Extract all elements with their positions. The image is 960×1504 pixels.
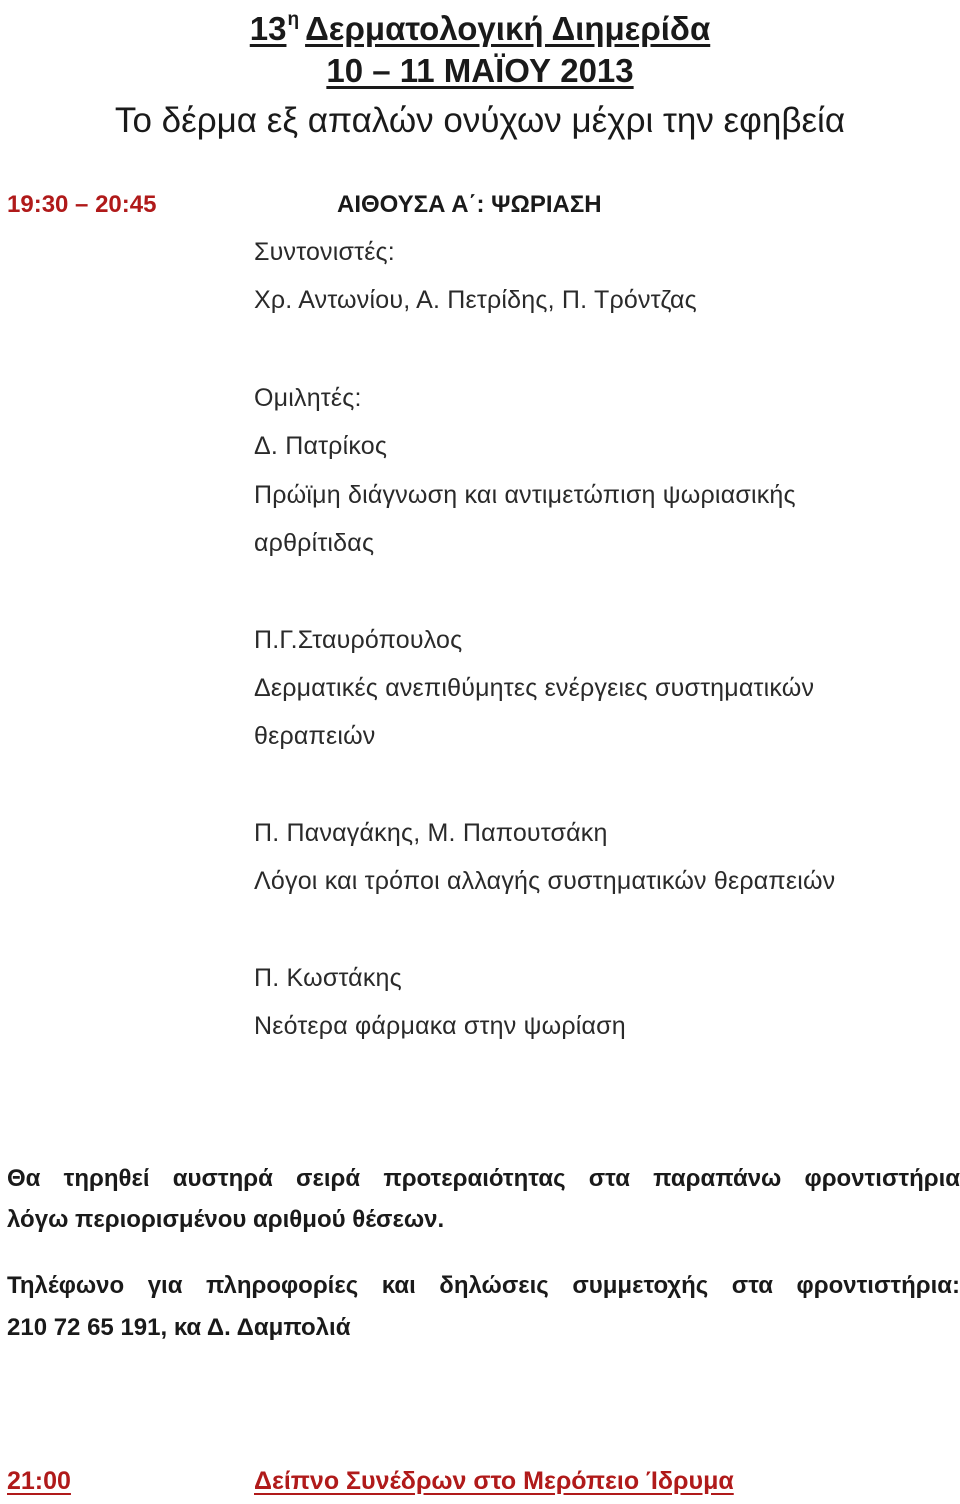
talk-3-title-line-1: Λόγοι και τρόποι αλλαγής συστηματικών θεραπειών	[254, 867, 836, 895]
title-text: Δερματολογική Διημερίδα	[305, 10, 711, 47]
conference-title	[0, 0, 960, 49]
talk-1-title-line-1: Πρώϊμη διάγνωση και αντιμετώπιση ψωριασικής	[254, 481, 796, 509]
session-time: 19:30 – 20:45	[7, 191, 157, 218]
talk-1-title-line-2: αρθρίτιδας	[254, 529, 375, 557]
conference-subtitle: Το δέρμα εξ απαλών ονύχων μέχρι την εφηβεία	[114, 101, 846, 140]
title-superscript: η	[287, 9, 300, 30]
dates-text: 10 – 11 ΜΑΪΟΥ 2013	[326, 52, 634, 89]
speakers-label: Ομιλητές:	[254, 384, 362, 412]
talk-1-speaker: Δ. Πατρίκος	[254, 432, 388, 460]
talk-2-title-line-2: θεραπειών	[254, 722, 376, 750]
talk-2-speaker: Π.Γ.Σταυρόπουλος	[254, 626, 463, 654]
dinner-time: 21:00	[7, 1467, 71, 1495]
talk-3-speaker: Π. Παναγάκης, Μ. Παπουτσάκη	[254, 819, 608, 847]
phone-note-line-1: Τηλέφωνο για πληροφορίες και δηλώσεις συμμετοχής στα φροντιστήρια:	[7, 1272, 960, 1299]
dinner-event: Δείπνο Συνέδρων στο Μερόπειο Ίδρυμα	[254, 1467, 734, 1495]
phone-note-line-2: 210 72 65 191, κα Δ. Δαμπολιά	[7, 1314, 351, 1341]
talk-4-title-line-1: Νεότερα φάρμακα στην ψωρίαση	[254, 1012, 626, 1040]
session-hall: ΑΙΘΟΥΣΑ Α΄: ΨΩΡΙΑΣΗ	[337, 191, 602, 218]
talk-2-title-line-1: Δερματικές ανεπιθύμητες ενέργειες συστηματικών	[254, 674, 815, 702]
talk-4-speaker: Π. Κωστάκης	[254, 964, 402, 992]
conference-dates	[0, 51, 960, 91]
title-number: 13	[249, 10, 287, 47]
coordinators-names: Χρ. Αντωνίου, Α. Πετρίδης, Π. Τρόντζας	[254, 286, 697, 314]
order-note-line-2: λόγω περιορισμένου αριθμού θέσεων.	[7, 1206, 445, 1233]
coordinators-label: Συντονιστές:	[254, 238, 395, 266]
order-note-line-1: Θα τηρηθεί αυστηρά σειρά προτεραιότητας στα παραπάνω φροντιστήρια	[7, 1165, 960, 1192]
